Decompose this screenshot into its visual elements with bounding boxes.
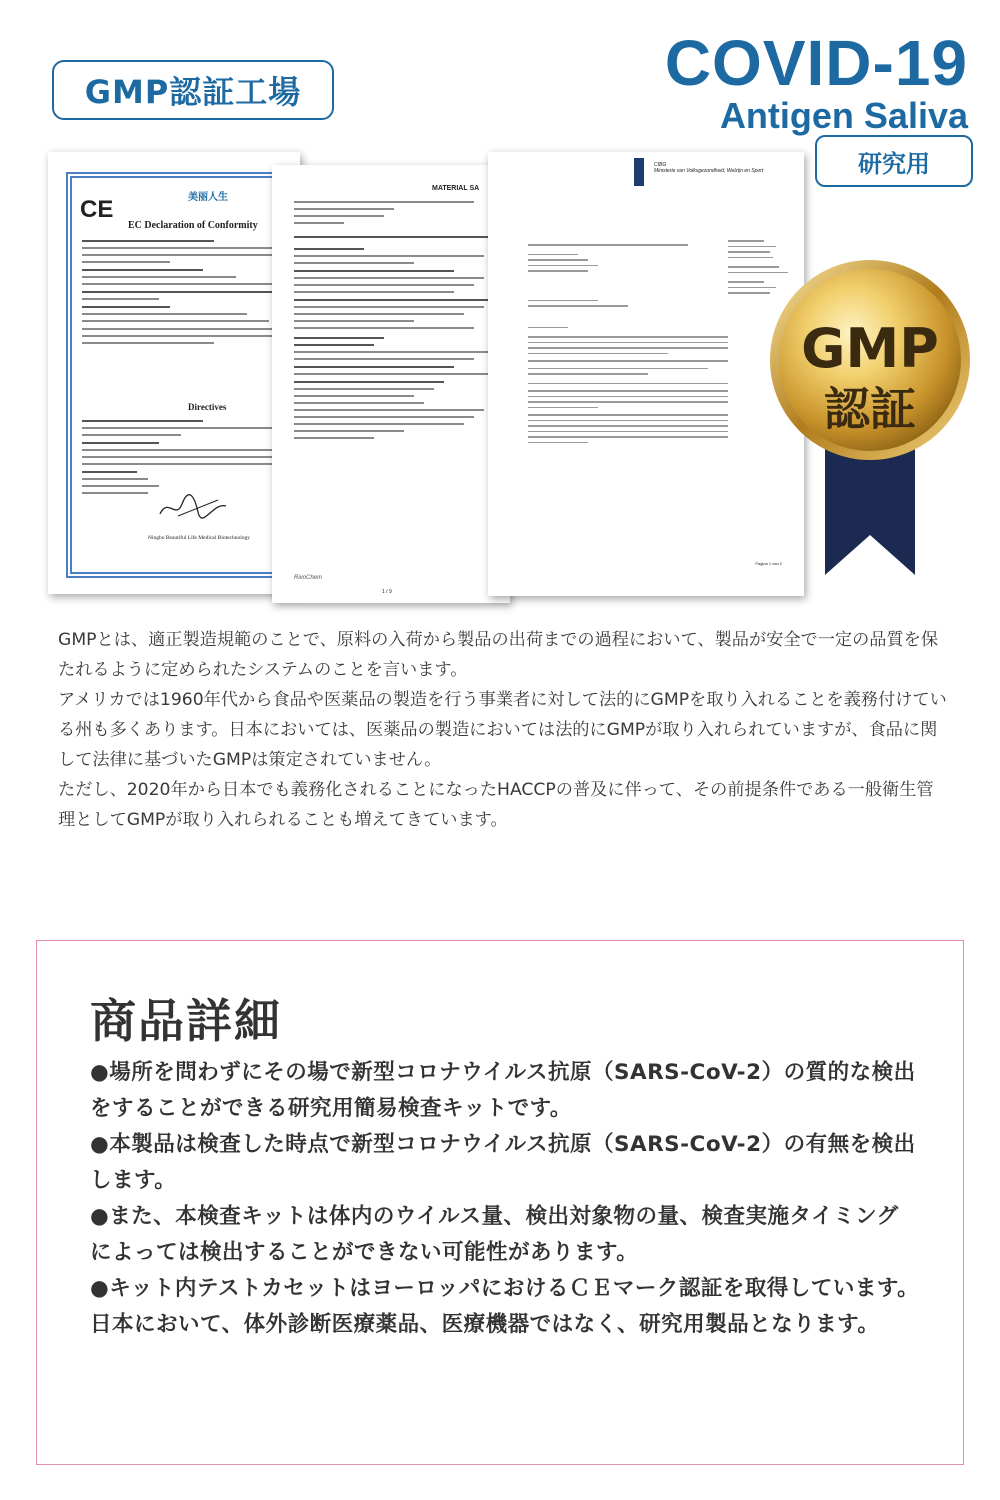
company-logo: 美丽人生 <box>188 192 228 203</box>
gmp-description-paragraph: アメリカでは1960年代から食品や医薬品の製造を行う事業者に対して法的にGMPを取り入れることを義務付けている州も多くあります。日本においては、医薬品の製造においては法的にGMPが取り入れられていますが、食品に関して法律に基づいたGMPは策定されていません。 <box>58 690 947 770</box>
ce-body-text <box>82 240 300 349</box>
product-title-line1: COVID-19 <box>664 27 968 99</box>
product-title-line2: Antigen Saliva <box>719 95 968 136</box>
product-detail-item: ●本製品は検査した時点で新型コロナウイルス抗原（SARS-CoV-2）の有無を検出します。 <box>90 1132 916 1193</box>
gmp-certified-medal-icon <box>770 255 970 575</box>
product-detail-item: ●場所を問わずにその場で新型コロナウイルス抗原（SARS-CoV-2）の質的な検出をすることができる研究用簡易検査キットです。 <box>90 1060 916 1121</box>
research-use-badge: 研究用 <box>815 135 973 187</box>
product-detail-list <box>90 1055 920 1343</box>
ce-directives-heading: Directives <box>188 402 227 412</box>
ce-heading: EC Declaration of Conformity <box>128 220 258 231</box>
signature-icon <box>158 492 228 522</box>
ce-declaration-document <box>48 152 300 594</box>
gmp-description-paragraph: ただし、2020年から日本でも義務化されることになったHACCPの普及に伴って、その前提条件である一般衛生管理としてGMPが取り入れられることも増えてきています。 <box>58 780 934 830</box>
product-detail-title: 商品詳細 <box>90 994 282 1048</box>
cibg-letter-body <box>528 244 728 447</box>
cibg-header <box>654 162 763 174</box>
product-title <box>664 27 968 136</box>
medal-text-gmp: GMP <box>801 317 939 380</box>
msds-document <box>272 165 510 603</box>
government-emblem-icon <box>634 158 644 186</box>
medal-text-certified: 認証 <box>824 382 916 436</box>
msds-body-text <box>294 201 494 444</box>
msds-page-number: 1 / 9 <box>382 589 392 595</box>
msds-title: MATERIAL SA <box>432 185 480 192</box>
product-detail-item: ●キット内テストカセットはヨーロッパにおけるＣＥマーク認証を取得しています。日本において、体外診断医療薬品、医療機器ではなく、研究用製品となります。 <box>90 1276 920 1337</box>
ce-footer: Ningbo Beautiful Life Medical Biotechnology <box>148 535 251 541</box>
ce-mark: CE <box>80 196 114 223</box>
ce-directives-text <box>82 420 300 499</box>
cibg-org-name: CIBG <box>654 162 667 168</box>
gmp-description <box>58 625 948 835</box>
cibg-letter-document <box>488 152 804 596</box>
gmp-description-paragraph: GMPとは、適正製造規範のことで、原料の入荷から製品の出荷までの過程において、製品が安全で一定の品質を保たれるように定められたシステムのことを言います。 <box>58 630 939 680</box>
msds-company-logo: RivoChem <box>294 575 323 581</box>
cibg-page-footer: Pagina 1 van 2 <box>755 561 782 566</box>
gmp-factory-label: GMP認証工場 <box>52 60 334 120</box>
product-detail-item: ●また、本検査キットは体内のウイルス量、検出対象物の量、検査実施タイミングによっては検出することができない可能性があります。 <box>90 1204 899 1265</box>
cibg-ministry-name: Ministerie van Volksgezondheid, Welzijn en Sport <box>654 168 764 174</box>
